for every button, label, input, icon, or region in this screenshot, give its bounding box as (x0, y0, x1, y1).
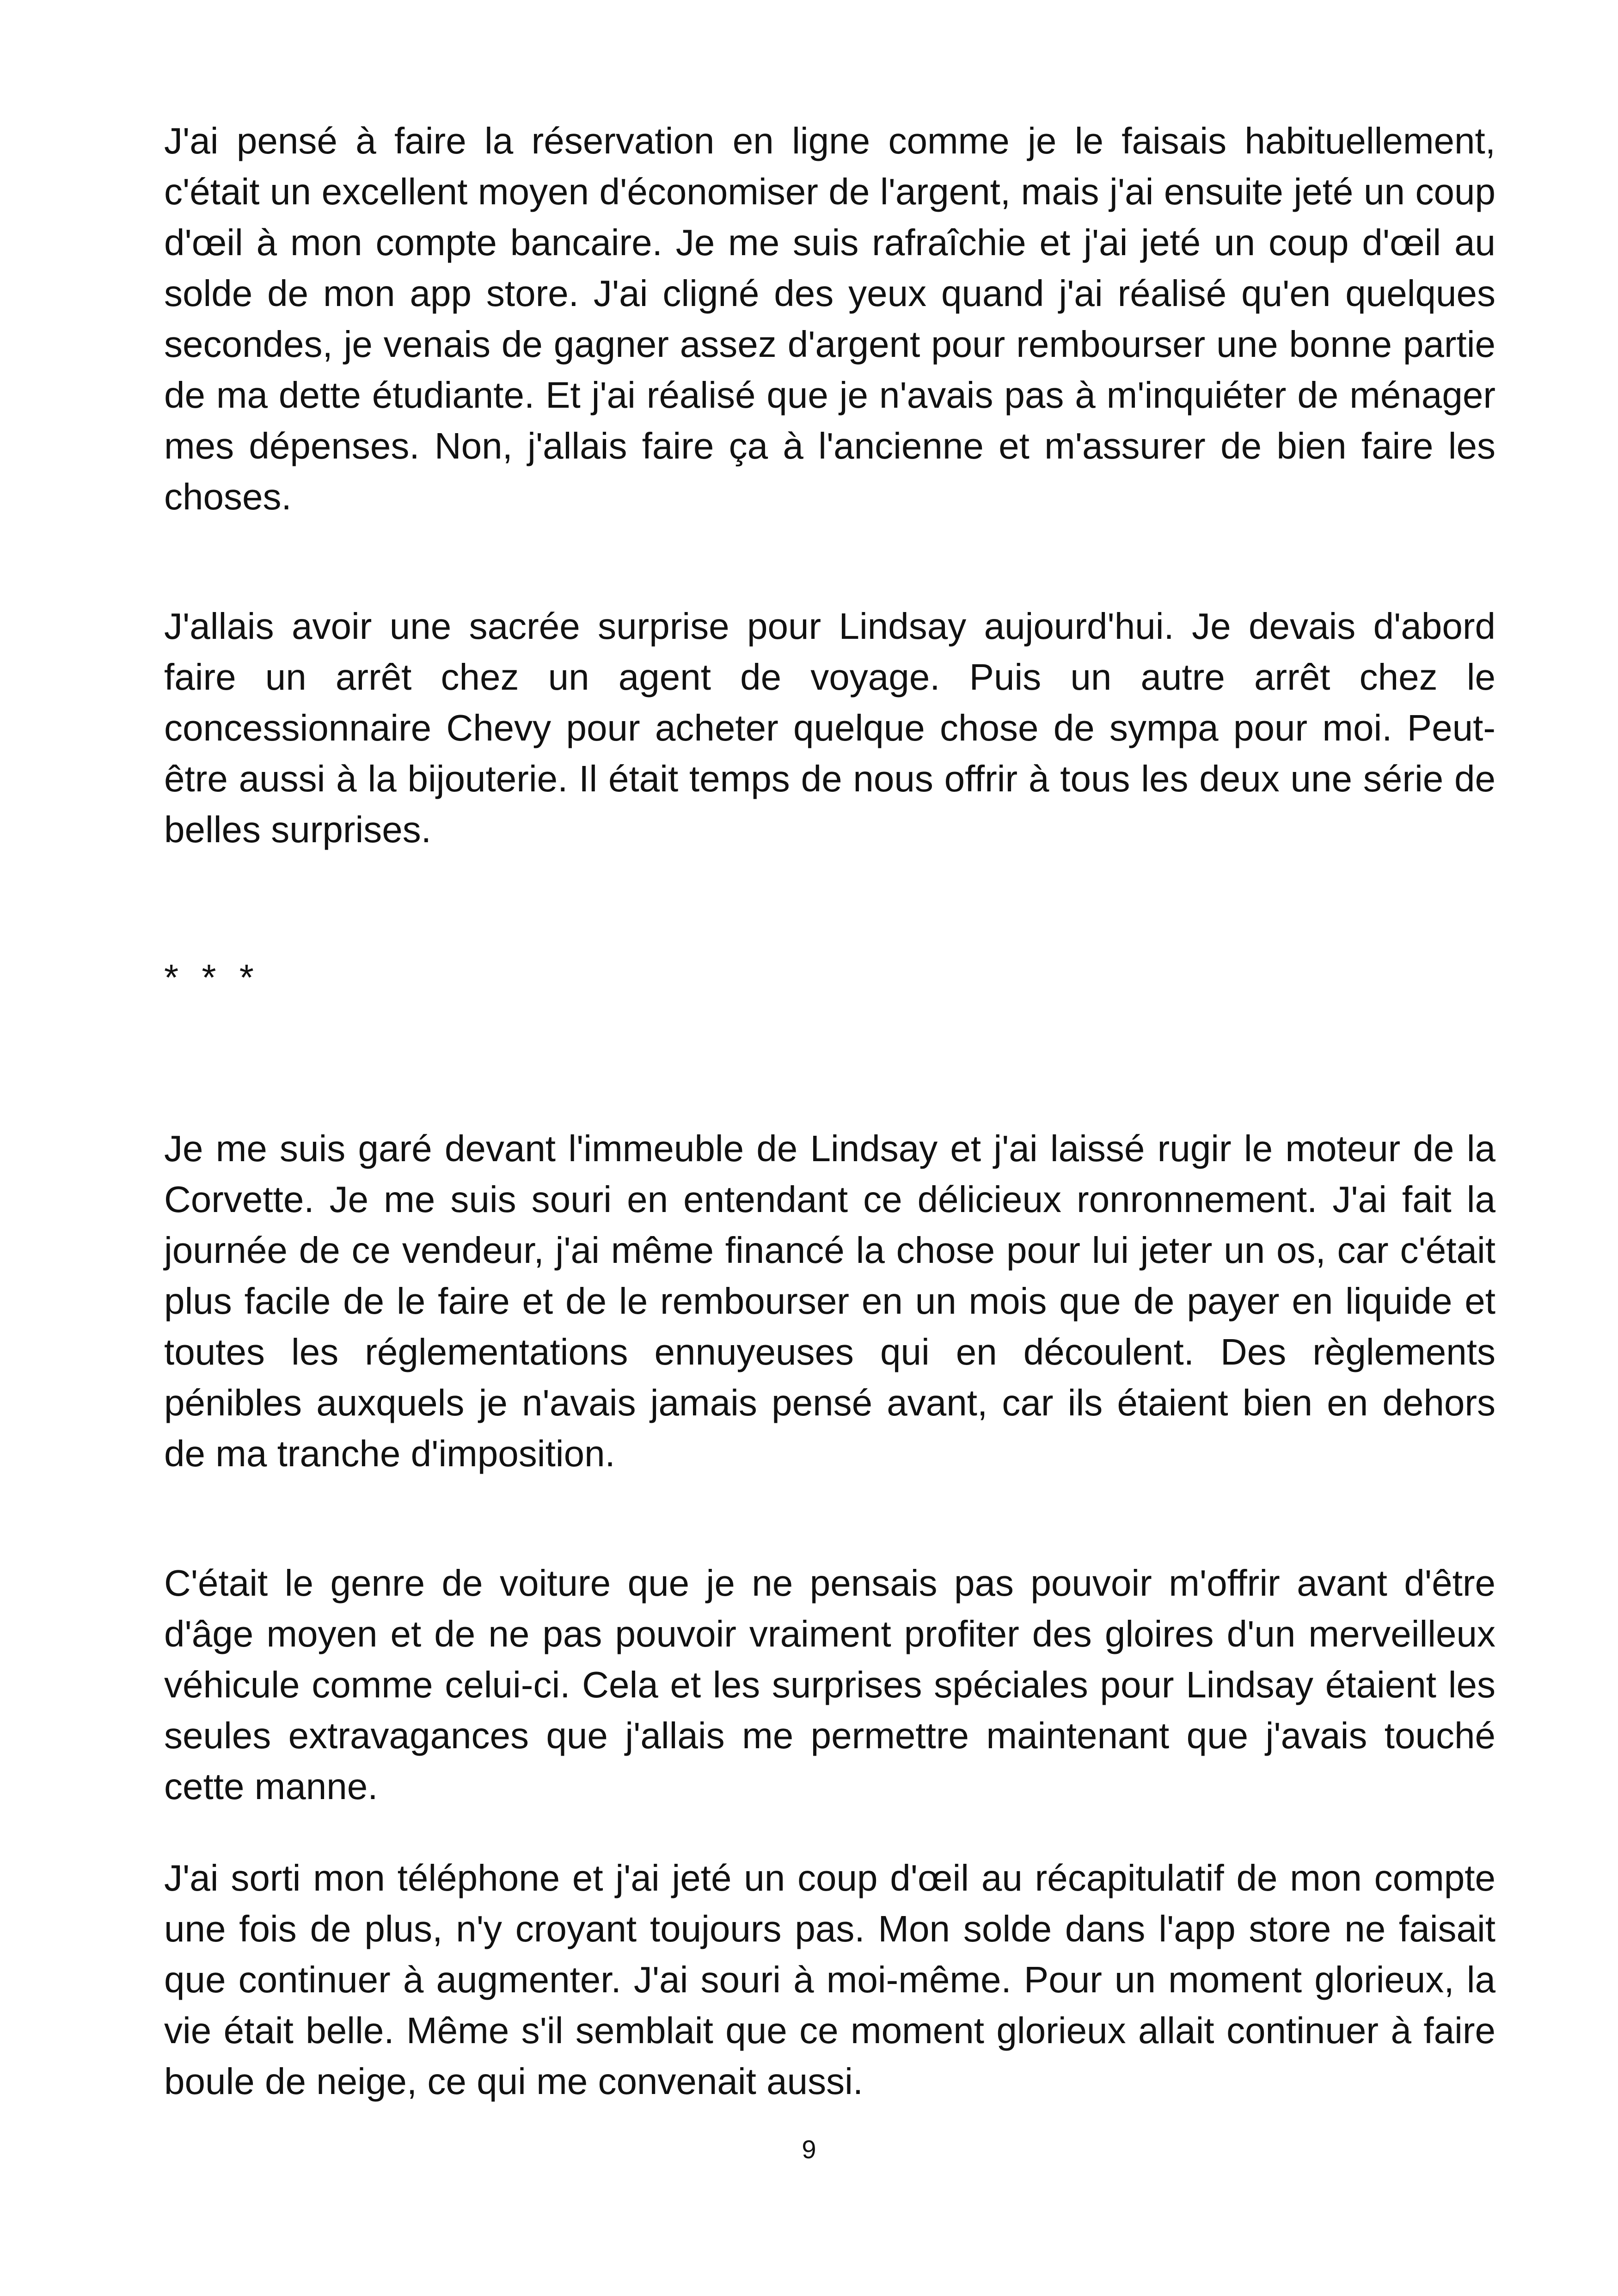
page-number: 9 (802, 2135, 816, 2164)
paragraph: Je me suis garé devant l'immeuble de Lindsay et j'ai laissé rugir le moteur de la Corvette. Je me suis souri en entendant ce délicieux ronronnement. J'ai fait la journée de ce vendeur, j'ai même financé la chose pour lui jeter un os, car c'était plus facile de le faire et de le rembourser en un mois que de payer en liquide et toutes les réglementations ennuyeuses qui en découlent. Des règlements pénibles auxquels je n'avais jamais pensé avant, car ils étaient bien en dehors de ma tranche d'imposition. (164, 1128, 1495, 1474)
paragraph: J'ai sorti mon téléphone et j'ai jeté un coup d'œil au récapitulatif de mon compte une fois de plus, n'y croyant toujours pas. Mon solde dans l'app store ne faisait que continuer à augmenter. J'ai souri à moi-même. Pour un moment glorieux, la vie était belle. Même s'il semblait que ce moment glorieux allait continuer à faire boule de neige, ce qui me convenait aussi. (164, 1857, 1495, 2102)
paragraph: J'allais avoir une sacrée surprise pour Lindsay aujourd'hui. Je devais d'abord faire un arrêt chez un agent de voyage. Puis un autre arrêt chez le concessionnaire Chevy pour acheter quelque chose de sympa pour moi. Peut-être aussi à la bijouterie. Il était temps de nous offrir à tous les deux une série de belles surprises. (164, 606, 1495, 850)
paragraph: J'ai pensé à faire la réservation en ligne comme je le faisais habituellement, c'était un excellent moyen d'économiser de l'argent, mais j'ai ensuite jeté un coup d'œil à mon compte bancaire. Je me suis rafraîchie et j'ai jeté un coup d'œil au solde de mon app store. J'ai cligné des yeux quand j'ai réalisé qu'en quelques secondes, je venais de gagner assez d'argent pour rembourser une bonne partie de ma dette étudiante. Et j'ai réalisé que je n'avais pas à m'inquiéter de ménager mes dépenses. Non, j'allais faire ça à l'ancienne et m'assurer de bien faire les choses. (164, 120, 1495, 517)
section-separator: * * * (164, 957, 260, 998)
paragraph: C'était le genre de voiture que je ne pensais pas pouvoir m'offrir avant d'être d'âge moyen et de ne pas pouvoir vraiment profiter des gloires d'un merveilleux véhicule comme celui-ci. Cela et les surprises spéciales pour Lindsay étaient les seules extravagances que j'allais me permettre maintenant que j'avais touché cette manne. (164, 1562, 1495, 1807)
